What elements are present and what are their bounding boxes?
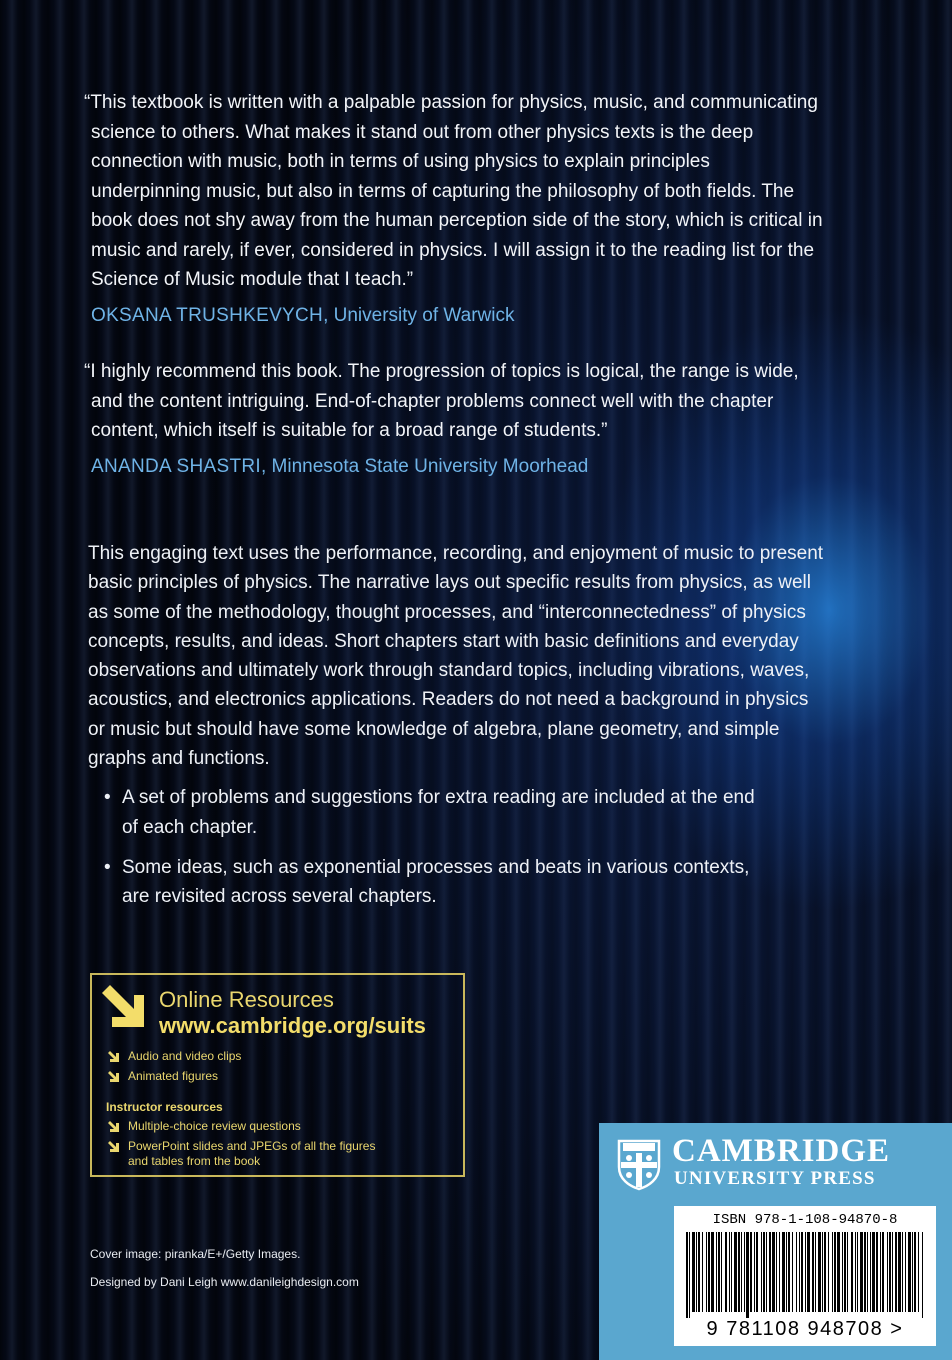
barcode-bar	[738, 1232, 740, 1312]
barcode-bar	[837, 1232, 840, 1312]
barcode-bar	[912, 1232, 913, 1312]
barcode-bar	[822, 1232, 823, 1312]
barcode-bar	[754, 1232, 755, 1312]
barcode-bar	[744, 1232, 745, 1312]
barcode-bar	[905, 1232, 906, 1312]
list-item	[106, 1139, 398, 1169]
barcode-bar	[692, 1232, 695, 1312]
barcode-bar	[696, 1232, 697, 1312]
barcode-bar	[746, 1232, 749, 1318]
barcode-bar	[844, 1232, 846, 1312]
barcode-bar	[818, 1232, 821, 1312]
publisher-name: CAMBRIDGE	[672, 1133, 891, 1169]
barcode-digits: 9 781108 948708 >	[706, 1318, 904, 1340]
cover-image-credit: Cover image: piranka/E+/Getty Images.	[90, 1247, 301, 1261]
bullet-icon: •	[104, 856, 111, 878]
resource-item: Animated figures	[128, 1069, 219, 1083]
feature-text: Some ideas, such as exponential processes and beats in various contexts, are revisited across several chapters.	[122, 856, 750, 908]
barcode-bar	[867, 1232, 868, 1312]
list-item	[106, 1069, 241, 1084]
barcode-bar	[706, 1232, 707, 1312]
barcode-bar	[870, 1232, 871, 1312]
barcode-bar	[788, 1232, 790, 1312]
arrow-down-right-icon	[108, 1141, 119, 1152]
review-quote-2	[84, 357, 824, 481]
barcode-bar	[805, 1232, 806, 1312]
barcode-bar	[847, 1232, 848, 1312]
barcode-bar	[892, 1232, 893, 1312]
barcode-bar	[857, 1232, 858, 1312]
barcode-bar	[889, 1232, 891, 1312]
resource-item: Audio and video clips	[128, 1049, 242, 1063]
barcode-bar	[828, 1232, 829, 1312]
reviewer-affiliation: University of Warwick	[333, 304, 515, 326]
feature-text: A set of problems and suggestions for extra reading are included at the end of each chapter.	[122, 787, 755, 838]
instructor-resources-label: Instructor resources	[106, 1100, 223, 1114]
resource-item: Multiple-choice review questions	[128, 1119, 301, 1133]
barcode-bar	[902, 1232, 903, 1312]
barcode-bar	[772, 1232, 775, 1312]
arrow-down-right-icon	[102, 985, 146, 1029]
feature-list	[88, 783, 828, 911]
arrow-down-right-icon	[108, 1121, 119, 1132]
barcode-bar	[887, 1232, 888, 1312]
barcode-bar	[729, 1232, 730, 1312]
barcode-bar	[708, 1232, 710, 1312]
barcode-bar	[731, 1232, 732, 1312]
barcode-bar	[741, 1232, 742, 1312]
barcode-bar	[834, 1232, 836, 1312]
barcode-bar	[832, 1232, 833, 1312]
barcode-bar	[686, 1232, 688, 1318]
list-item	[106, 1049, 241, 1064]
barcode-bar	[914, 1232, 916, 1312]
arrow-down-right-icon	[108, 1071, 119, 1082]
resources-list	[106, 1049, 241, 1089]
barcode-bar	[734, 1232, 737, 1312]
quote-attribution: ANANDA SHASTRI, Minnesota State University Moorhead	[91, 455, 589, 477]
barcode-bar	[702, 1232, 703, 1312]
barcode-bar	[766, 1232, 767, 1312]
barcode-bar	[716, 1232, 717, 1312]
barcode-bar	[824, 1232, 826, 1312]
barcode-bar	[721, 1232, 722, 1312]
review-quote-1	[84, 88, 824, 330]
barcode-bar	[860, 1232, 863, 1312]
barcode-bar	[855, 1232, 856, 1312]
resource-item: PowerPoint slides and JPEGs of all the figures and tables from the book	[128, 1139, 376, 1168]
bullet-icon: •	[104, 787, 111, 809]
quote-attribution: OKSANA TRUSHKEVYCH, University of Warwick	[91, 304, 515, 326]
barcode-bar	[799, 1232, 800, 1312]
barcode-bar	[796, 1232, 797, 1312]
barcode-bar	[801, 1232, 803, 1312]
barcode-bar	[763, 1232, 765, 1312]
barcode-bar	[864, 1232, 866, 1312]
isbn-barcode	[674, 1206, 936, 1346]
barcode-icon	[686, 1232, 924, 1318]
barcode-bar	[882, 1232, 884, 1312]
resources-url[interactable]: www.cambridge.org/suits	[159, 1013, 426, 1038]
barcode-bar	[851, 1232, 853, 1312]
barcode-bar	[779, 1232, 780, 1312]
online-resources-box	[90, 973, 465, 1177]
barcode-bar	[880, 1232, 881, 1312]
feature-item	[104, 853, 828, 912]
barcode-bar	[718, 1232, 720, 1312]
barcode-bar	[922, 1232, 923, 1318]
arrow-down-right-icon	[108, 1051, 119, 1062]
barcode-bar	[908, 1232, 911, 1312]
barcode-bar	[807, 1232, 810, 1312]
list-item	[106, 1119, 406, 1134]
resources-title: Online Resources	[159, 987, 334, 1012]
barcode-bar	[815, 1232, 816, 1312]
publisher-press: UNIVERSITY PRESS	[674, 1168, 876, 1189]
barcode-bar	[782, 1232, 785, 1312]
barcode-bar	[918, 1232, 919, 1312]
book-description	[88, 539, 828, 923]
barcode-bar	[711, 1232, 714, 1312]
barcode-bar	[725, 1232, 727, 1312]
barcode-bar	[786, 1232, 787, 1312]
barcode-bar	[698, 1232, 700, 1312]
description-text: This engaging text uses the performance, recording, and enjoyment of music to present basic principles of physics. The narrative lays out specific results from physics, as well as some of the methodology, thought processes, and “interconnectedness” of physics concepts, results, and ideas. Short chapters start with basic definitions and everyday observations and ultimately work through standard topics, including vibrations, waves, acoustics, and electronics applications. Readers do not need a background in physics or music but should have some knowledge of algebra, plane geometry, and simple graphs and functions.	[88, 543, 824, 770]
instructor-resources-list	[106, 1119, 406, 1174]
barcode-bar	[876, 1232, 878, 1312]
barcode-bar	[872, 1232, 875, 1312]
quote-text: “I highly recommend this book. The progression of topics is logical, the range is wide, and the content intriguing. End-of-chapter problems connect well with the chapter content, which itself is suitable for a broad range of students.”	[84, 361, 799, 441]
designer-credit: Designed by Dani Leigh www.danileighdesign.com	[90, 1275, 359, 1289]
barcode-bar	[842, 1232, 843, 1312]
reviewer-name: OKSANA TRUSHKEVYCH	[91, 304, 324, 326]
barcode-bar	[689, 1232, 690, 1318]
reviewer-affiliation: Minnesota State University Moorhead	[271, 455, 589, 477]
isbn-label: ISBN 978-1-108-94870-8	[712, 1212, 898, 1228]
barcode-bar	[750, 1232, 752, 1312]
barcode-bar	[769, 1232, 771, 1312]
feature-item	[104, 783, 828, 842]
barcode-bar	[792, 1232, 793, 1312]
cambridge-shield-logo	[617, 1139, 661, 1191]
barcode-bar	[776, 1232, 777, 1312]
barcode-bar	[812, 1232, 814, 1312]
barcode-bar	[895, 1232, 897, 1312]
barcode-bar	[761, 1232, 762, 1312]
quote-text: “This textbook is written with a palpable passion for physics, music, and communicating science to others. What makes it stand out from other physics texts is the deep connection with music, both in terms of using physics to explain principles underpinning music, but also in terms of capturing the philosophy of both fields. The book does not shy away from the human perception side of the story, which is critical in music and rarely, if ever, considered in physics. I will assign it to the reading list for the Science of Music module that I teach.”	[84, 92, 823, 290]
publisher-panel	[599, 1123, 952, 1360]
barcode-bar	[756, 1232, 758, 1312]
reviewer-name: ANANDA SHASTRI	[91, 455, 261, 477]
barcode-bar	[898, 1232, 901, 1312]
